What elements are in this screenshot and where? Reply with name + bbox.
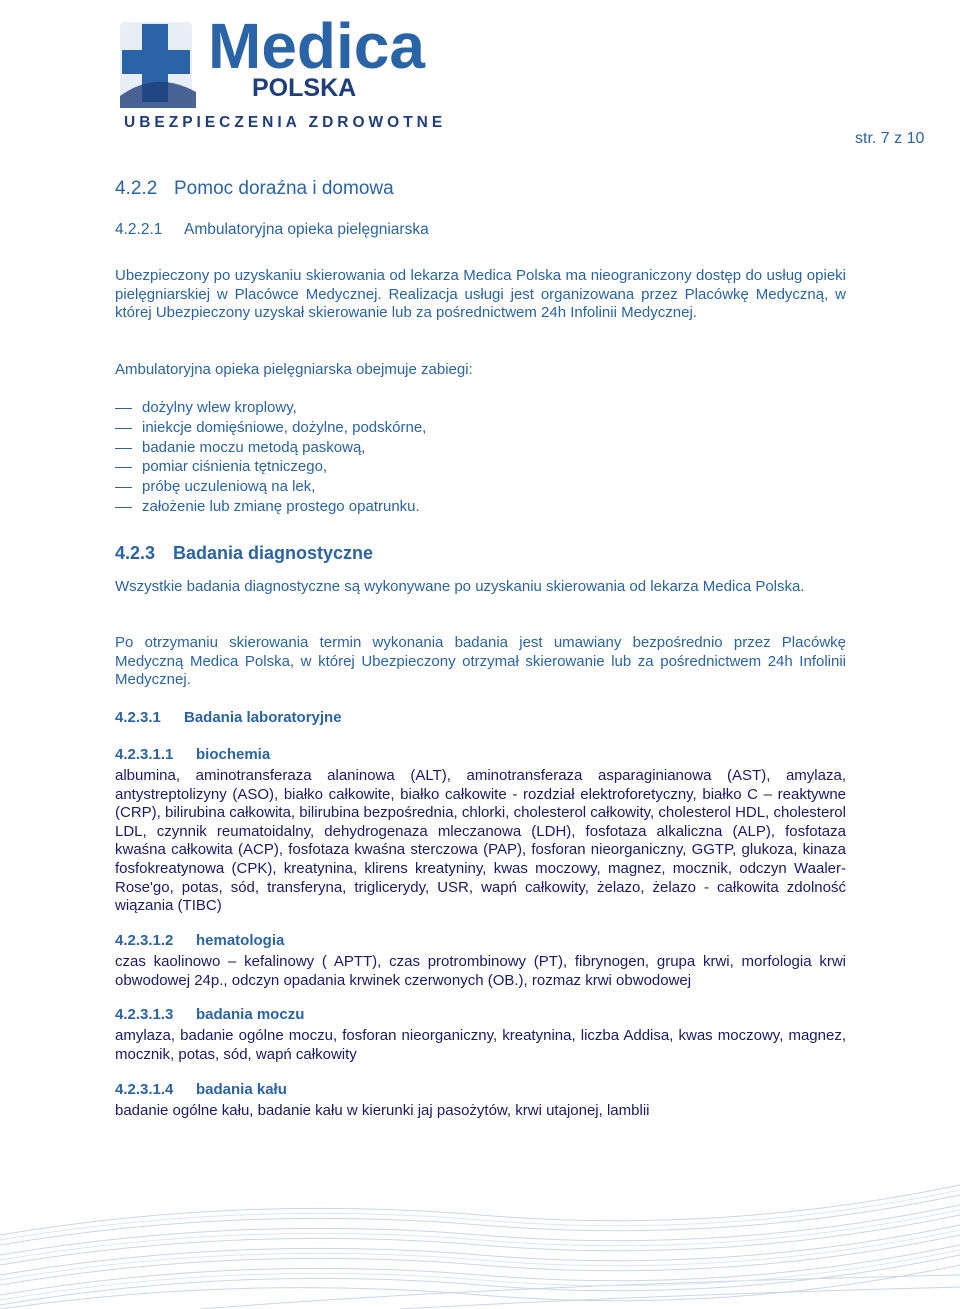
section-title: Badania diagnostyczne [173, 543, 374, 563]
section-heading-4-2-3-1-3 [115, 1006, 846, 1023]
dash-bullet-icon [115, 448, 132, 449]
section-heading-4-2-3-1-1 [115, 746, 846, 763]
logo-country-text: POLSKA [252, 74, 357, 102]
paragraph-diagnostics-scheduling: Po otrzymaniu skierowania termin wykonania badania jest umawiany bezpośrednio przez Placówkę Medyczną Medica Polska, w której Ubezpieczony otrzymał skierowanie lub za pośrednictwem 24h Infolinii Medycznej. [115, 634, 846, 689]
stool-tests-text: badanie ogólne kału, badanie kału w kierunki jaj pasożytów, krwi utajonej, lamblii [115, 1102, 650, 1119]
footer-wave-decoration [0, 1175, 960, 1309]
biochemistry-tests-text: albumina, aminotransferaza alaninowa (ALT), aminotransferaza asparaginianowa (AST), amylaza, antystreptolizyny (ASO), białko całkowite, białko całkowite - rozdział elektroforetyczny, białko C – reaktywne (CRP), bilirubina całkowita, bilirubina bezpośrednia, chlorki, cholesterol całkowity, cholesterol HDL, cholesterol LDL, czynnik reumatoidalny, dehydrogenaza mleczanowa (LDH), fosfotaza alkaliczna (ALP), fosfotaza kwaśna całkowita (ACP), fosfotaza kwaśna sterczowa (PAP), fosforan nieorganiczny, GGTP, glukoza, kinaza fosfokreatynowa (CPK), kreatynina, klirens kreatyniny, kwas moczowy, magnez, mocznik, odczyn Waaler-Rose'go, potas, sód, transferyna, triglicerydy, USR, wapń całkowity, żelazo, żelazo - całkowita zdolność wiązania (TIBC) [115, 767, 846, 915]
paragraph-diagnostics-referral: Wszystkie badania diagnostyczne są wykonywane po uzyskaniu skierowania od lekarza Medica Polska. [115, 578, 805, 595]
procedures-list [115, 398, 426, 517]
medical-cross-icon [120, 22, 196, 108]
section-heading-4-2-3-1-4 [115, 1081, 846, 1098]
list-item: iniekcje domięśniowe, dożylne, podskórne, [115, 418, 426, 438]
section-number: 4.2.2 [115, 178, 158, 199]
section-number: 4.2.3.1 [115, 709, 161, 726]
section-title: hematologia [196, 932, 285, 949]
section-title: biochemia [196, 746, 271, 763]
section-heading-4-2-2-1 [115, 221, 846, 239]
list-item: założenie lub zmianę prostego opatrunku. [115, 497, 426, 517]
page-number: str. 7 z 10 [855, 130, 925, 147]
paragraph-nursing-procedures: Ambulatoryjna opieka pielęgniarska obejmuje zabiegi: [115, 361, 473, 378]
section-heading-4-2-3-1-2 [115, 932, 846, 949]
dash-bullet-icon [115, 507, 132, 508]
section-title: Pomoc doraźna i domowa [174, 178, 394, 199]
section-number: 4.2.3.1.2 [115, 932, 174, 949]
section-heading-4-2-2 [115, 178, 846, 200]
dash-bullet-icon [115, 408, 132, 409]
list-item: dożylny wlew kroplowy, [115, 398, 426, 418]
section-number: 4.2.3.1.4 [115, 1081, 174, 1098]
paragraph-nursing-care-intro: Ubezpieczony po uzyskaniu skierowania od lekarza Medica Polska ma nieograniczony dostęp do usług opieki pielęgniarskiej w Placówce Medycznej. Realizacja usługi jest organizowana przez Placówkę Medyczną, w której Ubezpieczony uzyskał skierowanie lub za pośrednictwem 24h Infolinii Medycznej. [115, 267, 846, 322]
section-title: Ambulatoryjna opieka pielęgniarska [184, 221, 429, 238]
list-item: próbę uczuleniową na lek, [115, 477, 426, 497]
list-item: badanie moczu metodą paskową, [115, 438, 426, 458]
section-title: badania kału [196, 1081, 287, 1098]
logo-brand-text: Medica [208, 10, 425, 82]
urine-tests-text: amylaza, badanie ogólne moczu, fosforan nieorganiczny, kreatynina, liczba Addisa, kwas moczowy, magnez, mocznik, potas, sód, wapń całkowity [115, 1027, 846, 1063]
section-title: badania moczu [196, 1006, 305, 1023]
section-heading-4-2-3 [115, 543, 846, 564]
dash-bullet-icon [115, 428, 132, 429]
section-heading-4-2-3-1 [115, 709, 846, 726]
section-number: 4.2.3.1.1 [115, 746, 174, 763]
section-number: 4.2.3 [115, 543, 156, 563]
section-title: Badania laboratoryjne [184, 709, 342, 726]
hematology-tests-text: czas kaolinowo – kefalinowy ( APTT), czas protrombinowy (PT), fibrynogen, grupa krwi, morfologia krwi obwodowej 24p., odczyn opadania krwinek czerwonych (OB.), rozmaz krwi obwodowej [115, 953, 846, 989]
medica-polska-logo [112, 0, 472, 140]
section-number: 4.2.3.1.3 [115, 1006, 174, 1023]
dash-bullet-icon [115, 487, 132, 488]
section-number: 4.2.2.1 [115, 221, 163, 238]
logo-tagline-text: UBEZPIECZENIA ZDROWOTNE [124, 114, 447, 131]
dash-bullet-icon [115, 467, 132, 468]
list-item: pomiar ciśnienia tętniczego, [115, 457, 426, 477]
